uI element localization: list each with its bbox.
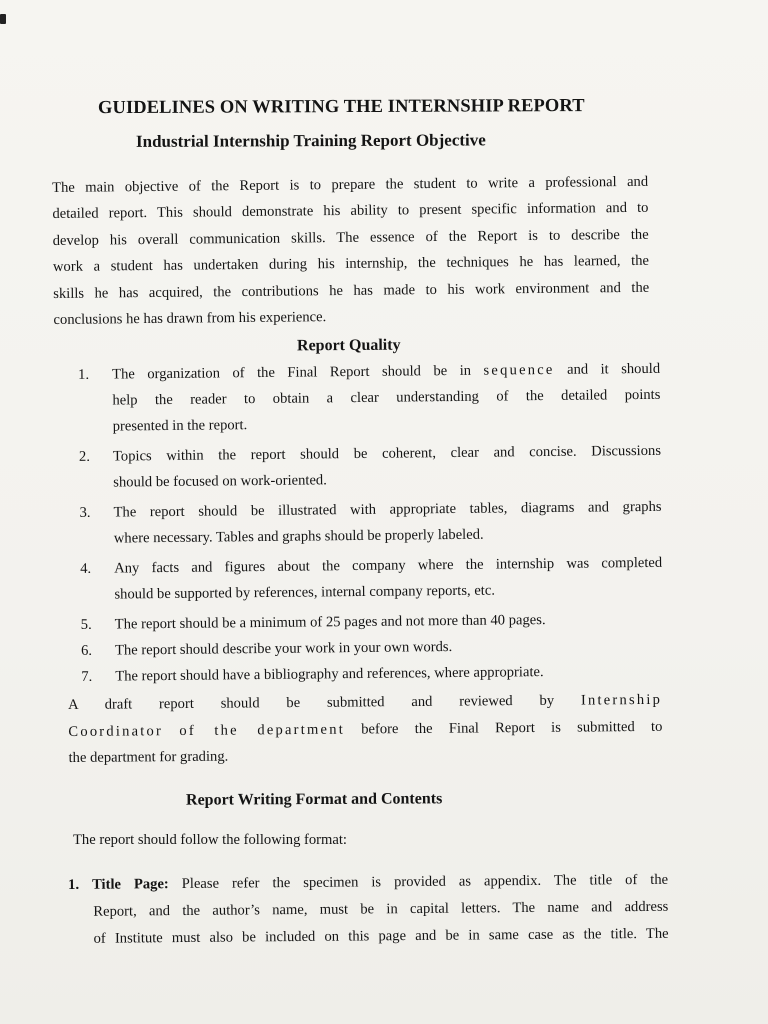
draft-paragraph	[68, 687, 663, 772]
objective-line: The main objective of the Report is to prepare the student to write a professional and	[52, 173, 649, 196]
report-quality-heading: Report Quality	[296, 336, 401, 355]
list-item-number: 6.	[80, 642, 93, 659]
title-page-item	[68, 867, 669, 953]
list-item-number: 5.	[80, 616, 92, 633]
list-item-line: The report should describe your work in your own words.	[114, 639, 453, 659]
title-page-line: Report, and the author’s name, must be in capital letters. The name and address	[93, 898, 669, 920]
list-item-number: 4.	[80, 560, 92, 577]
list-item-number: 2.	[78, 448, 91, 465]
list-item	[70, 356, 661, 440]
objective-line: skills he has acquired, the contributions he has made to his work environment and the	[53, 279, 650, 302]
list-item-line: should be supported by references, internal company reports, etc.	[114, 582, 496, 603]
list-item	[71, 438, 662, 496]
title-page-label: Title Page:	[91, 876, 169, 893]
list-item-line: should be focused on work-oriented.	[113, 472, 327, 491]
report-quality-list	[70, 356, 663, 690]
objective-line: conclusions he has drawn from his experience.	[53, 309, 327, 329]
list-item-line: The report should be illustrated with appropriate tables, diagrams and graphs	[113, 498, 662, 521]
list-item-line: The report should have a bibliography and references, where appropriate.	[115, 664, 544, 685]
title-page-text: Please refer the specimen is provided as appendix. The title of the	[181, 871, 669, 893]
list-item-line: where necessary. Tables and graphs should be properly labeled.	[113, 526, 484, 547]
list-item-number: 1.	[78, 366, 90, 383]
list-item-line: presented in the report.	[112, 417, 248, 435]
format-intro: The report should follow the following format:	[73, 832, 347, 848]
objective-line: work a student has undertaken during his internship, the techniques he has learned, the	[52, 252, 650, 276]
list-item-line: The organization of the Final Report should be in sequence and it should	[112, 360, 661, 383]
objective-line: detailed report. This should demonstrate his ability to present specific information and to	[52, 200, 649, 223]
list-item	[71, 494, 662, 552]
list-item-line: help the reader to obtain a clear understanding of the detailed points	[112, 386, 661, 409]
list-item-number: 3.	[79, 504, 91, 521]
title-page-number: 1.	[68, 876, 80, 893]
title-page-line: of Institute must also be included on this page and be in same case as the title. The	[93, 925, 669, 947]
list-item	[72, 550, 663, 608]
draft-line: Coordinator of the department before the Final Report is submitted to	[68, 718, 663, 740]
corner-mark	[0, 14, 6, 24]
objective-paragraph	[52, 169, 650, 334]
list-item-line: Any facts and figures about the company where the internship was completed	[114, 554, 663, 577]
list-item-line: Topics within the report should be coherent, clear and concise. Discussions	[112, 442, 662, 465]
objective-line: develop his overall communication skills. The essence of the Report is to describe the	[52, 226, 649, 249]
format-heading: Report Writing Format and Contents	[185, 790, 443, 809]
page-subtitle: Industrial Internship Training Report Objective	[135, 130, 486, 151]
list-item	[73, 658, 663, 690]
list-item-line: The report should be a minimum of 25 pages and not more than 40 pages.	[114, 612, 546, 633]
list-item-number: 7.	[81, 668, 93, 685]
draft-line: the department for grading.	[68, 748, 229, 767]
draft-line: A draft report should be submitted and reviewed by Internship	[68, 691, 663, 713]
page-title: GUIDELINES ON WRITING THE INTERNSHIP REPORT	[97, 96, 585, 119]
